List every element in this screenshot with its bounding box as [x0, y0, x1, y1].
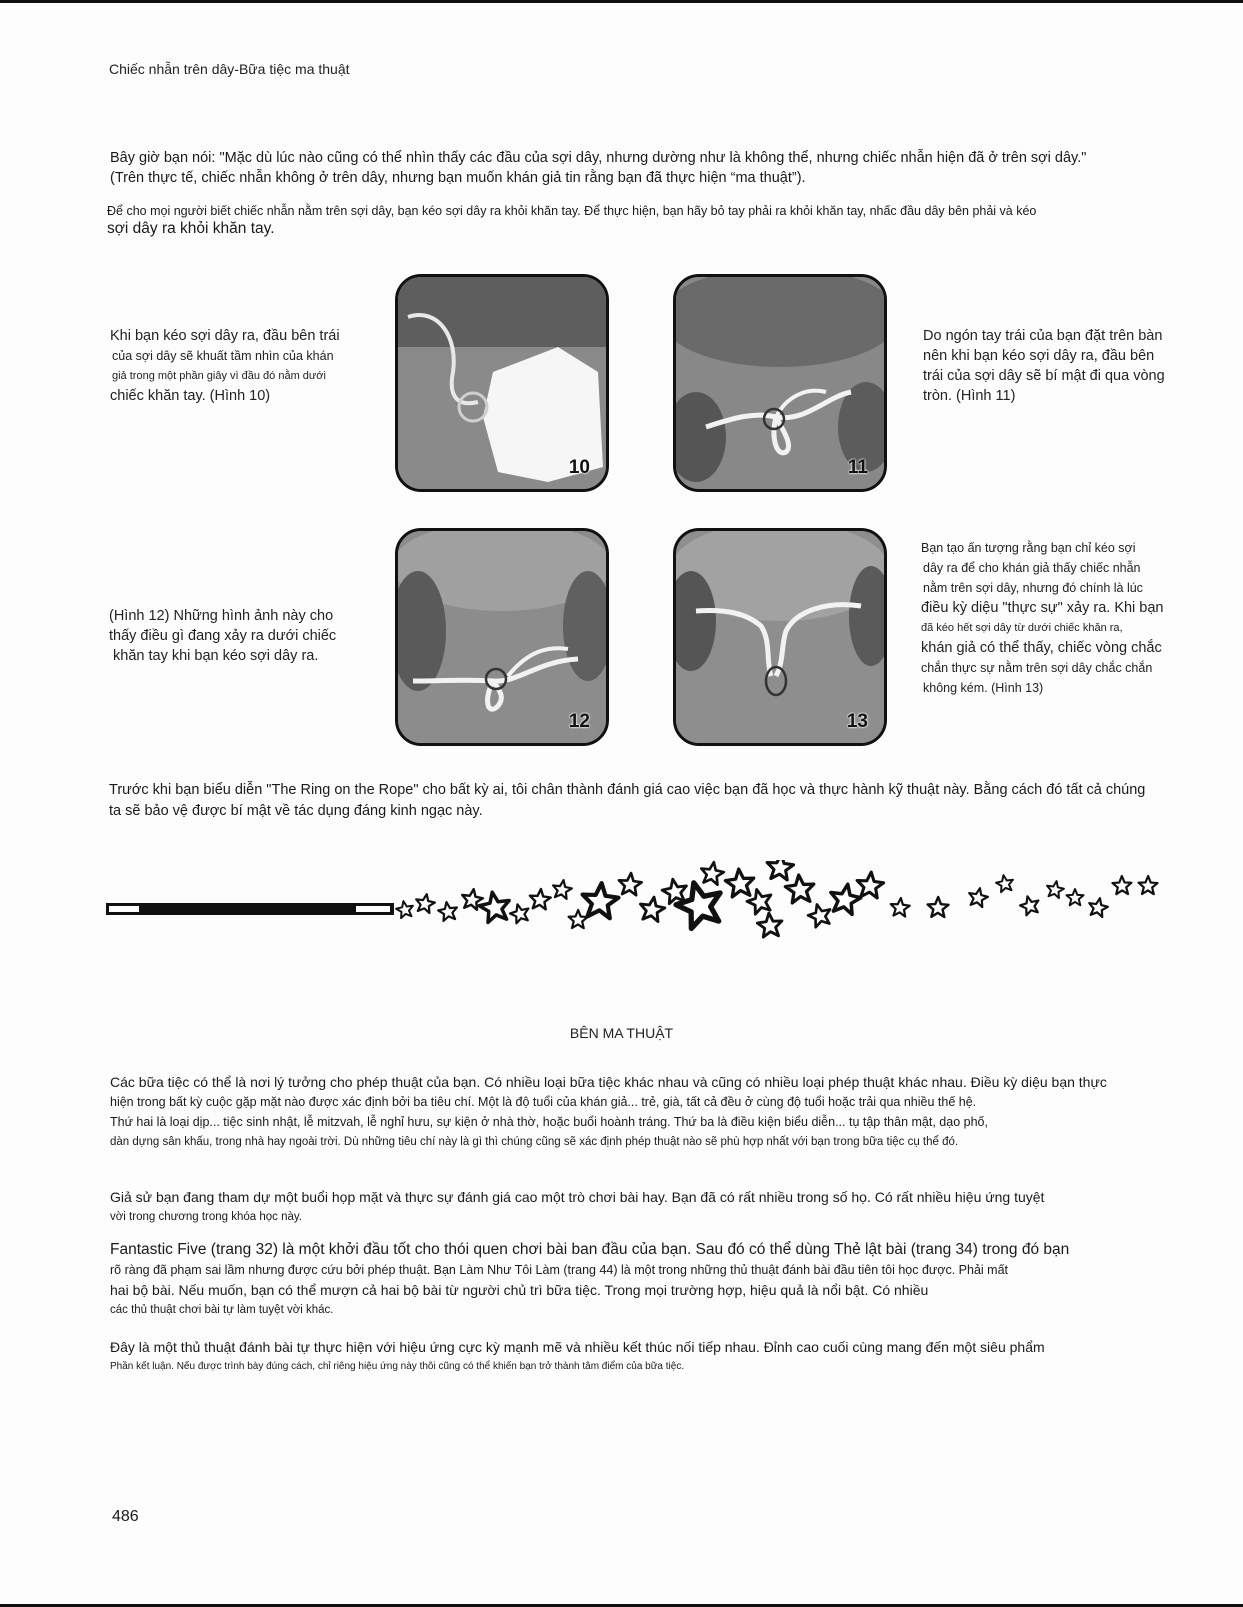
star-icon: [1066, 889, 1083, 905]
caption-line: nên khi bạn kéo sợi dây ra, đầu bên: [923, 348, 1155, 364]
caption-line: điều kỳ diệu "thực sự" xảy ra. Khi bạn: [921, 600, 1164, 616]
star-icon: [995, 874, 1015, 893]
star-icon: [806, 901, 834, 928]
paragraph-line: Fantastic Five (trang 32) là một khởi đầu tốt cho thói quen chơi bài ban đầu của bạn. Sau đó có thể dùng Thẻ lật bài (trang 34) trong đó bạn: [110, 1241, 1070, 1258]
paragraph-line: Phần kết luận. Nếu được trình bày đúng cách, chỉ riêng hiệu ứng này thôi cũng có thể khiến bạn trở thành tâm điểm của bữa tiệc.: [110, 1361, 685, 1372]
paragraph-line: vời trong chương trong khóa học này.: [110, 1211, 302, 1223]
paragraph-line: dàn dựng sân khấu, trong nhà hay ngoài trời. Dù những tiêu chí này là gì thì chúng cũng sẽ xác định phép thuật nào sẽ phù hợp nhất với bạn trong bữa tiệc cụ thể đó.: [110, 1136, 959, 1148]
caption-line: khăn tay khi bạn kéo sợi dây ra.: [113, 648, 319, 664]
intro-line: (Trên thực tế, chiếc nhẫn không ở trên dây, nhưng bạn muốn khán giả tin rằng bạn đã thực hiện “ma thuật”).: [110, 170, 806, 186]
paragraph-line: Giả sử bạn đang tham dự một buổi họp mặt và thực sự đánh giá cao một trò chơi bài hay. Bạn đã có rất nhiều trong số họ. Có rất nhiều hiệu ứng tuyệt: [110, 1189, 1045, 1205]
caption-fig13: [921, 538, 1191, 698]
closing-line: ta sẽ bảo vệ được bí mật về tác dụng đáng kinh ngạc này.: [109, 803, 483, 819]
paragraph-line: Các bữa tiệc có thể là nơi lý tưởng cho phép thuật của bạn. Có nhiều loại bữa tiệc khác nhau và cũng có nhiều loại phép thuật khác nhau. Điều kỳ diệu bạn thực: [110, 1074, 1107, 1090]
star-icon: [890, 897, 911, 917]
caption-fig11: [923, 326, 1183, 406]
intro-line: Bây giờ bạn nói: "Mặc dù lúc nào cũng có thể nhìn thấy các đầu của sợi dây, nhưng dường như là không thể, nhưng chiếc nhẫn hiện đã ở trên sợi dây.": [110, 150, 1087, 166]
star-icon: [437, 901, 459, 922]
figure-number: 11: [847, 457, 868, 478]
star-icon: [967, 886, 989, 907]
caption-fig12: [109, 606, 369, 666]
caption-line: thấy điều gì đang xảy ra dưới chiếc: [109, 628, 337, 644]
star-icon: [699, 860, 725, 885]
caption-line: không kém. (Hình 13): [923, 681, 1044, 695]
section-paragraph-1: [110, 1072, 1190, 1152]
closing-paragraph: [109, 780, 1189, 822]
star-icon: [477, 890, 512, 924]
paragraph-line: rõ ràng đã phạm sai lầm nhưng được cứu bởi phép thuật. Bạn Làm Như Tôi Làm (trang 44) là một trong những thủ thuật đánh bài đầu tiên tôi học được. Phải mất: [110, 1263, 1008, 1277]
star-icon: [927, 897, 948, 917]
figure-number: 12: [568, 711, 590, 732]
page-number: 486: [112, 1508, 139, 1525]
top-border: [0, 0, 1243, 3]
section-paragraph-2: [110, 1187, 1190, 1227]
figure-13-photo: [673, 528, 887, 746]
star-icon: [618, 872, 643, 896]
star-icon: [1045, 880, 1065, 899]
star-icon: [1138, 876, 1157, 894]
paragraph-line: Thứ hai là loại dịp... tiệc sinh nhật, lễ mitzvah, lễ nghỉ hưu, sự kiện ở nhà thờ, hoặc buổi hoành tráng. Thứ ba là điều kiện biểu diễn... tụ tập thân mật, dạo phố,: [110, 1115, 988, 1129]
intro-paragraph: [110, 148, 1190, 188]
intro-line: sợi dây ra khỏi khăn tay.: [107, 220, 275, 237]
section-paragraph-3: [110, 1240, 1190, 1320]
caption-line: (Hình 12) Những hình ảnh này cho: [109, 608, 334, 624]
star-icon: [508, 902, 531, 924]
closing-line: Trước khi bạn biểu diễn "The Ring on the Rope" cho bất kỳ ai, tôi chân thành đánh giá cao việc bạn đã học và thực hành kỹ thuật này. Bằng cách đó tất cả chúng: [109, 782, 1146, 798]
star-icon: [551, 879, 573, 900]
caption-line: chiếc khăn tay. (Hình 10): [110, 388, 271, 404]
star-icon: [724, 868, 755, 898]
star-icon: [529, 888, 552, 910]
paragraph-line: các thủ thuật chơi bài tự làm tuyệt vời khác.: [110, 1304, 334, 1316]
star-icon: [1112, 876, 1131, 894]
caption-line: khán giả có thể thấy, chiếc vòng chắc: [921, 640, 1162, 656]
star-icon: [828, 882, 863, 916]
figure-10-photo: [395, 274, 609, 492]
star-icon: [638, 895, 666, 922]
caption-line: nằm trên sợi dây, nhưng đó chính là lúc: [923, 581, 1143, 595]
figure-11-photo: [673, 274, 887, 492]
caption-line: Bạn tạo ấn tượng rằng bạn chỉ kéo sợi: [921, 541, 1136, 555]
caption-fig10: [110, 326, 370, 406]
caption-line: chắn thực sự nằm trên sợi dây chắc chắn: [921, 661, 1153, 675]
caption-line: tròn. (Hình 11): [923, 388, 1016, 404]
section-paragraph-4: [110, 1337, 1190, 1377]
paragraph-line: hai bộ bài. Nếu muốn, bạn có thể mượn cả hai bộ bài từ người chủ trì bữa tiệc. Trong mọi trường hợp, hiệu quả là nổi bật. Có nhiều: [110, 1282, 929, 1298]
paragraph-line: hiện trong bất kỳ cuộc gặp mặt nào được xác định bởi ba tiêu chí. Một là độ tuổi của khán giả... trẻ, già, tất cả đều ở cùng độ tuổi hoặc trải qua nhiều thế hệ.: [110, 1095, 977, 1109]
caption-line: giả trong một phần giây vì đầu đó nằm dưới: [112, 370, 326, 382]
star-icon: [568, 910, 587, 928]
caption-line: Do ngón tay trái của bạn đặt trên bàn: [923, 328, 1163, 344]
paragraph-line: Đây là một thủ thuật đánh bài tự thực hiện với hiệu ứng cực kỳ mạnh mẽ và nhiều kết thúc nối tiếp nhau. Đỉnh cao cuối cùng mang đến một siêu phẩm: [110, 1339, 1045, 1355]
caption-line: đã kéo hết sợi dây từ dưới chiếc khăn ra,: [921, 622, 1123, 634]
intro-line: Để cho mọi người biết chiếc nhẫn nằm trên sợi dây, bạn kéo sợi dây ra khỏi khăn tay. Để thực hiện, bạn hãy bỏ tay phải ra khỏi khăn tay, nhấc đầu dây bên phải và kéo: [107, 204, 1037, 218]
caption-line: Khi bạn kéo sợi dây ra, đầu bên trái: [110, 328, 340, 344]
running-head: Chiếc nhẫn trên dây-Bữa tiệc ma thuật: [109, 61, 350, 77]
star-icon: [414, 893, 436, 914]
star-icon: [766, 860, 795, 880]
caption-line: trái của sợi dây sẽ bí mật đi qua vòng: [923, 368, 1165, 384]
star-icon: [1018, 894, 1041, 916]
star-icon: [784, 874, 815, 904]
section-title: BÊN MA THUẬT: [569, 1025, 674, 1041]
figure-number: 10: [568, 457, 590, 478]
magic-wand-stars-icon: [100, 860, 1190, 960]
caption-line: của sợi dây sẽ khuất tầm nhìn của khán: [112, 349, 334, 363]
star-icon: [581, 881, 620, 918]
star-icon: [395, 900, 415, 919]
star-icon: [1087, 896, 1109, 917]
figure-12-photo: [395, 528, 609, 746]
star-icon: [856, 871, 885, 899]
figure-number: 13: [846, 711, 868, 732]
caption-line: dây ra để cho khán giả thấy chiếc nhẫn: [923, 561, 1141, 575]
star-icon: [757, 912, 784, 938]
